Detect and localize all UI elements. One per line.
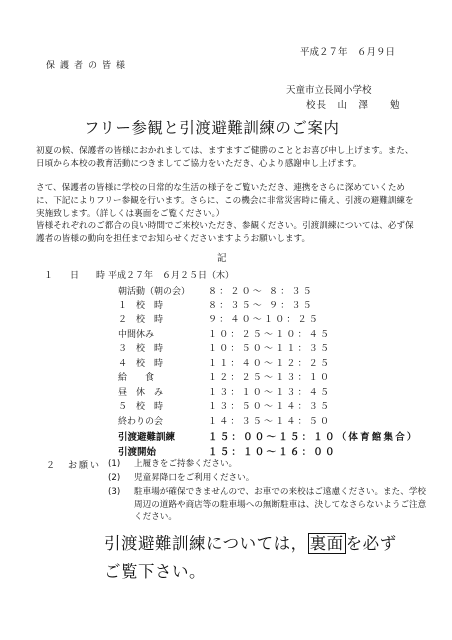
request-text: 上履きをご持参ください。 <box>134 459 238 469</box>
schedule-time: １４：３５～１４：５０ <box>208 417 332 427</box>
schedule-label: ３ 校 時 <box>118 344 164 354</box>
section-datetime-label: １ 日 時 <box>44 271 110 281</box>
document-title: フリー参観と引渡避難訓練のご案内 <box>84 119 340 137</box>
schedule-label: 引渡開始 <box>118 447 157 458</box>
schedule-label: ５ 校 時 <box>118 402 164 412</box>
schedule-time: １３：１０～１３：４５ <box>208 388 332 398</box>
ki-heading: 記 <box>217 253 227 264</box>
schedule-label: １ 校 時 <box>118 301 164 311</box>
schedule-time: ９：４０～１０：２５ <box>208 315 321 325</box>
schedule-time: １２：２５～１３：１０ <box>208 373 332 383</box>
request-number: (1) <box>108 459 121 469</box>
schedule-label: 中間休み <box>118 330 155 340</box>
sender-principal: 校長 山 澤 勉 <box>306 100 401 111</box>
schedule-label: ２ 校 時 <box>118 315 164 325</box>
paragraph-purpose: さて、保護者の皆様に学校の日常的な生活の様子をご覧いただき、連携をさらに深めていくために、下記によりフリー参観を行います。さらに、この機会に非常災害時に備え、引渡の避難訓練を実施致します。（詳しくは裏面をご覧ください。） <box>36 183 414 219</box>
schedule-time: １５：００～１５：１０（体育館集合） <box>208 432 419 443</box>
schedule-label: 終わりの会 <box>118 417 164 427</box>
schedule-label: 引渡避難訓練 <box>118 432 176 443</box>
reminder-text-before: 引渡避難訓練については， <box>104 534 308 553</box>
paragraph-greeting: 初夏の候、保護者の皆様におかれましては、ますますご健勝のこととお喜び申し上げます。また、日頃から本校の教育活動につきましてご協力をいただき、心より感謝申し上げます。 <box>36 146 414 169</box>
schedule-time: １５：１０～１６：００ <box>208 447 337 458</box>
schedule-time: ８：３５～ ９：３５ <box>208 301 314 311</box>
schedule-time: １０：５０～１１：３５ <box>208 344 332 354</box>
schedule-label: ４ 校 時 <box>118 359 164 369</box>
schedule-label: 昼 休 み <box>118 388 164 398</box>
reminder-boxed-word: 裏面 <box>309 534 344 553</box>
sender-school: 天童市立長岡小学校 <box>286 85 372 96</box>
schedule-label: 給 食 <box>118 373 155 383</box>
section-requests-label: ２ お願い <box>46 461 102 471</box>
event-date: 平成２７年 ６月２５日（木） <box>108 271 235 281</box>
schedule-time: １０：２５～１０：４５ <box>208 330 332 340</box>
schedule-time: ８：２０～ ８：３５ <box>208 287 314 297</box>
schedule-time: １１：４０～１２：２５ <box>208 359 332 369</box>
request-text: 児童昇降口をご利用ください。 <box>134 473 255 483</box>
reminder-notice <box>104 530 404 586</box>
schedule-label: 朝活動（朝の会） <box>118 287 191 297</box>
request-number: (2) <box>108 473 121 483</box>
request-text: 駐車場が確保できませんので、お車での来校はご遠慮ください。また、学校周辺の道路や商店等の駐車場への無断駐車は、決してなさらないようご注意ください。 <box>134 487 427 522</box>
reminder-text-after: を必ずご覧下さい。 <box>104 534 397 581</box>
letter-date: 平成２７年 ６月９日 <box>300 47 396 58</box>
request-number: (3) <box>108 487 121 497</box>
schedule-time: １３：５０～１４：３５ <box>208 402 332 412</box>
addressee: 保護者の皆様 <box>46 61 131 71</box>
paragraph-request: 皆様それぞれのご都合の良い時間でご来校いただき、参観ください。引渡訓練については、必ず保護者の皆様の動向を担任までお知らせくださいますようお願いします。 <box>36 221 414 244</box>
